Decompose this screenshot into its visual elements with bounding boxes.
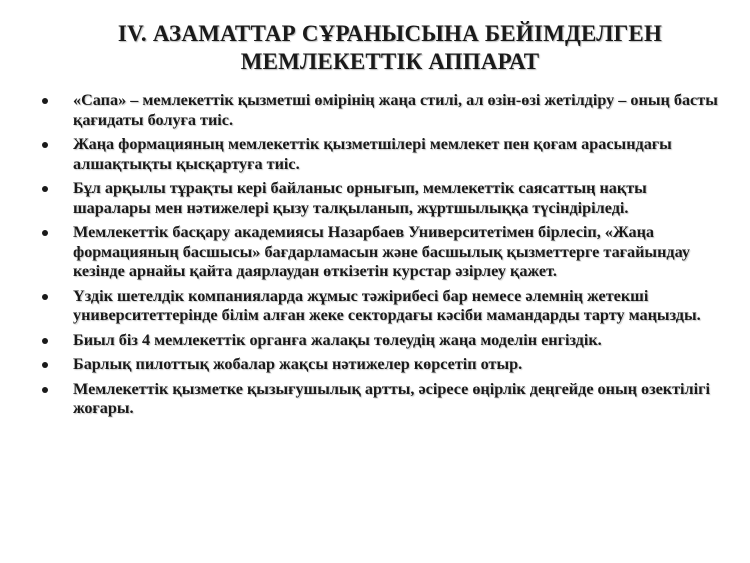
bullet-text: Мемлекеттік қызметке қызығушылық артты, әсіресе өңірлік деңгейде оның өзектілігі жоғары. bbox=[73, 379, 710, 417]
bullet-item bbox=[30, 135, 720, 174]
bullet-text: Үздік шетелдік компанияларда жұмыс тәжірибесі бар немесе әлемнің жетекші университеттерінде білім алған жеке сектордағы кәсіби мамандарды тарту маңызды. bbox=[73, 286, 701, 324]
bullet-item bbox=[30, 91, 720, 130]
bullet-item bbox=[30, 380, 720, 419]
bullet-item bbox=[30, 223, 720, 282]
slide-title bbox=[60, 20, 720, 76]
bullet-list bbox=[30, 91, 720, 424]
bullet-text: Бұл арқылы тұрақты кері байланыс орнығып, мемлекеттік саясаттың нақты шаралары мен нәтижелері қызу талқыланып, жұртшылыққа түсіндіріледі. bbox=[73, 179, 647, 217]
bullet-item bbox=[30, 179, 720, 218]
bullet-dot-icon bbox=[42, 230, 48, 236]
bullet-dot-icon bbox=[42, 186, 48, 192]
bullet-dot-icon bbox=[42, 142, 48, 148]
bullet-dot-icon bbox=[42, 387, 48, 393]
bullet-item bbox=[30, 287, 720, 326]
slide-title-line-2: МЕМЛЕКЕТТІК АППАРАТ bbox=[240, 49, 540, 74]
slide-title-line-1: IV. АЗАМАТТАР СҰРАНЫСЫНА БЕЙІМДЕЛГЕН bbox=[117, 21, 663, 46]
bullet-text: Барлық пилоттық жобалар жақсы нәтижелер көрсетіп отыр. bbox=[73, 355, 523, 373]
bullet-text: «Сапа» – мемлекеттік қызметші өмірінің жаңа стилі, ал өзін-өзі жетілдіру – оның басты қағидаты болуға тиіс. bbox=[73, 91, 718, 129]
bullet-text: Жаңа формацияның мемлекеттік қызметшілері мемлекет пен қоғам арасындағы алшақтықты қысқартуға тиіс. bbox=[73, 135, 672, 173]
bullet-item bbox=[30, 331, 720, 351]
bullet-text: Биыл біз 4 мемлекеттік органға жалақы төлеудің жаңа моделін енгіздік. bbox=[73, 330, 602, 349]
bullet-dot-icon bbox=[42, 362, 48, 368]
bullet-dot-icon bbox=[42, 98, 48, 104]
bullet-text: Мемлекеттік басқару академиясы Назарбаев Университетімен бірлесіп, «Жаңа формацияның басшысы» бағдарламасын және басшылық қызметтерге тағайындау кезінде арнайы қайта даярлаудан өткізетін курстар әзірлеу қажет. bbox=[73, 223, 690, 280]
bullet-dot-icon bbox=[42, 338, 48, 344]
bullet-dot-icon bbox=[42, 294, 48, 300]
bullet-item bbox=[30, 355, 720, 375]
